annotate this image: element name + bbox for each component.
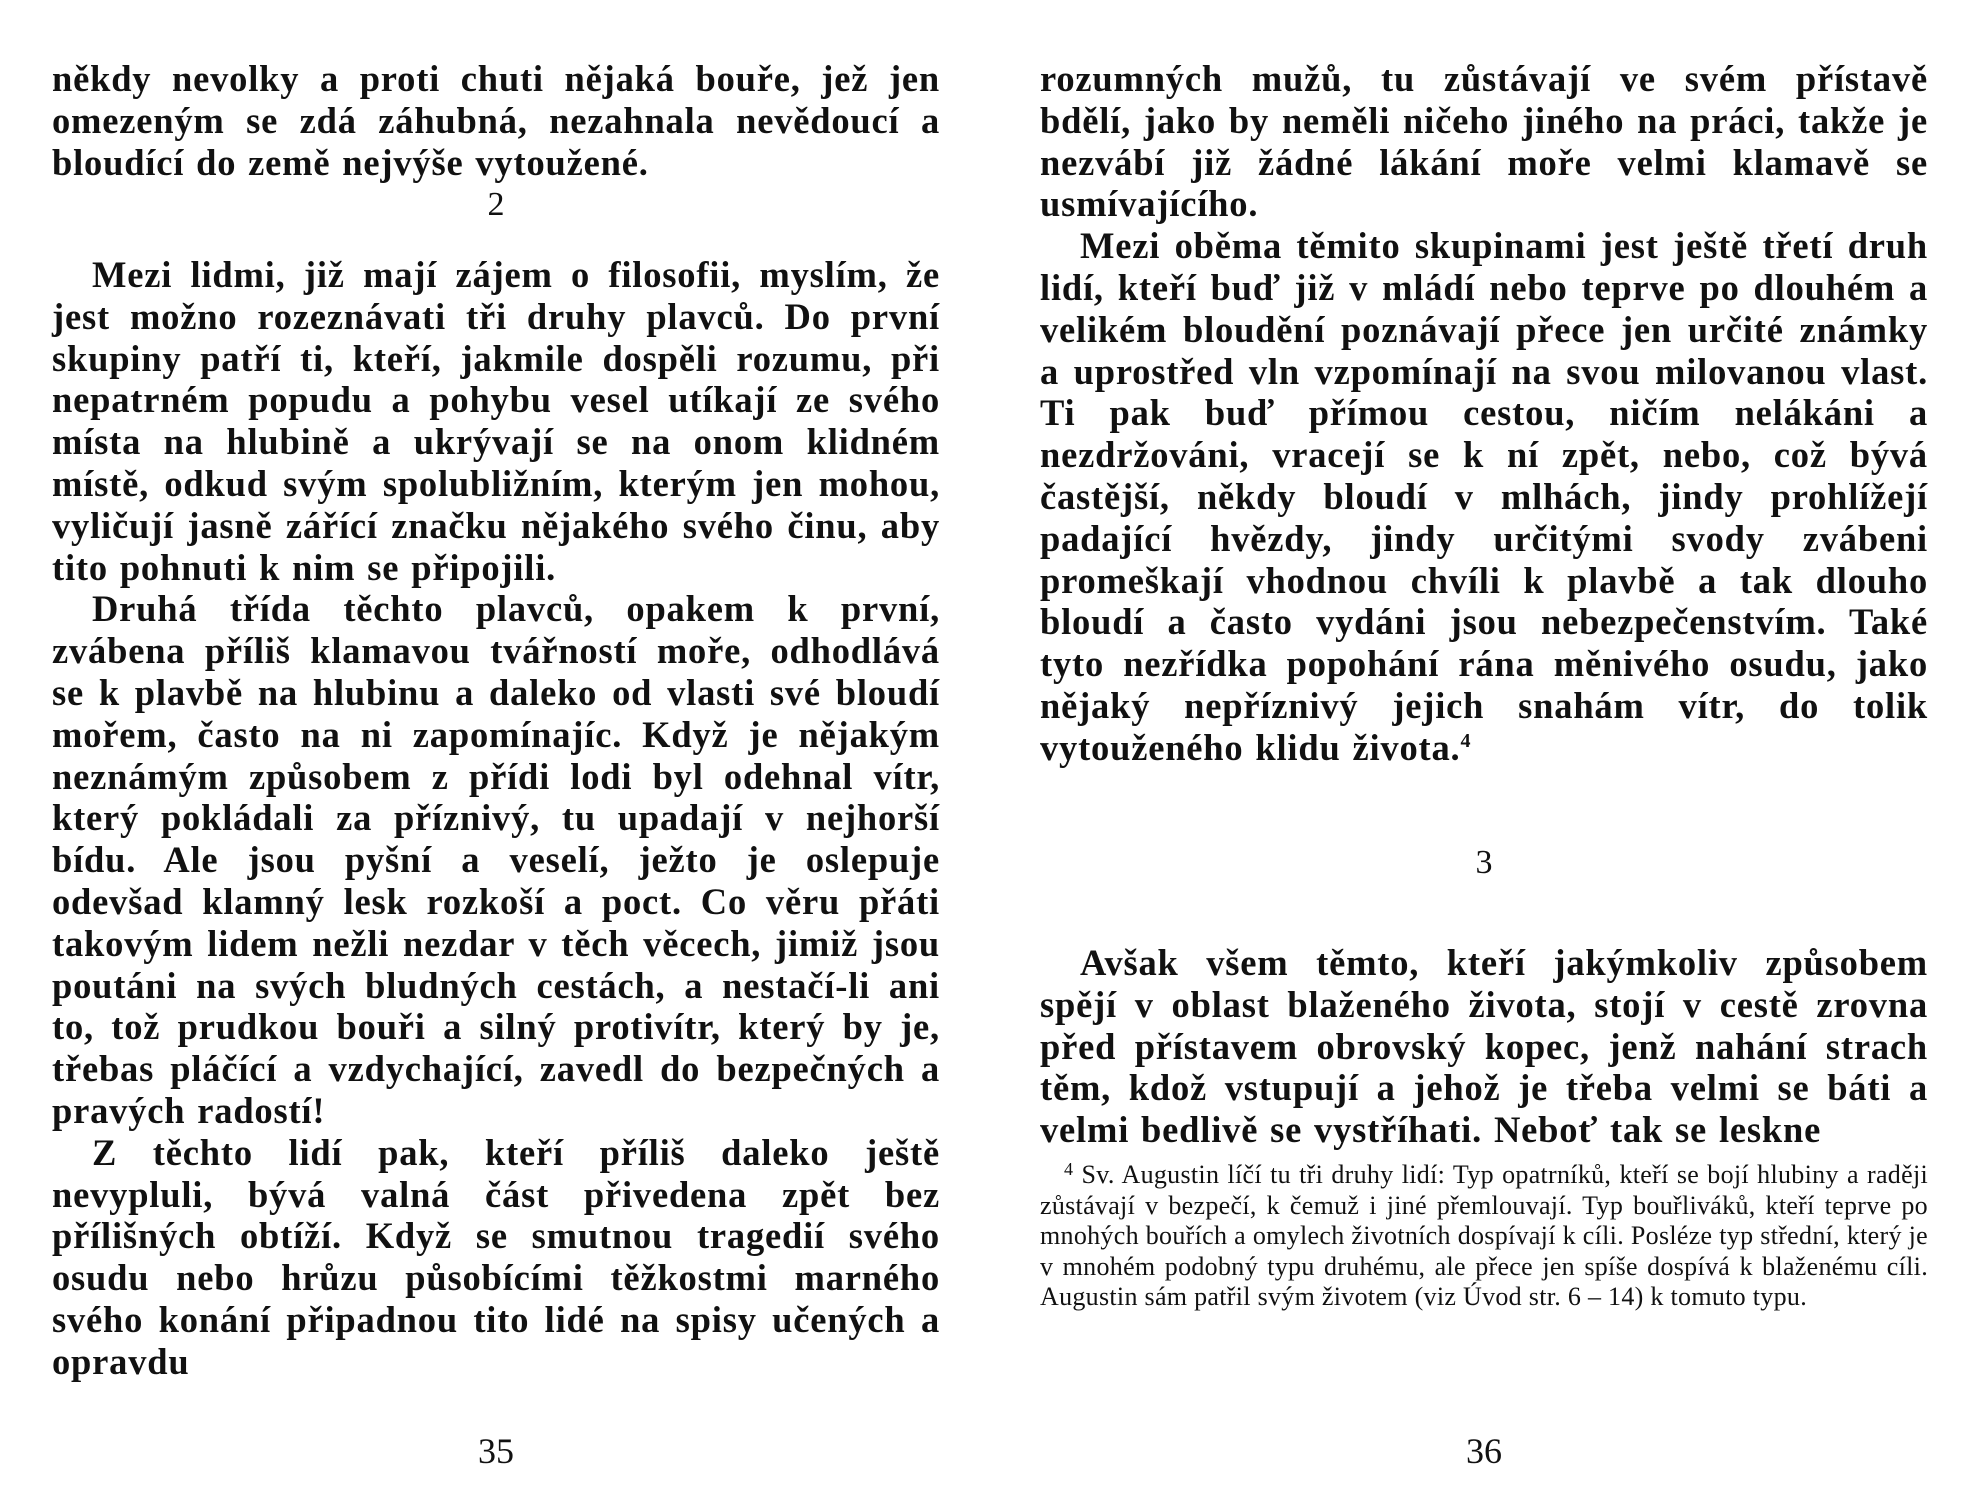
left-opening-paragraph: někdy nevolky a proti chuti nějaká bouře, jež jen omezeným se zdá záhubná, nezahnala nevědoucí a bloudící do země nejvýše vytoužené. [52, 58, 940, 183]
right-middle-text: Mezi oběma těmito skupinami jest ještě třetí druh lidí, kteří buď již v mládí nebo teprve po dlouhém a velikém bloudění poznávají přece jen určité známky a uprostřed vln vzpomínají na svou milovanou vlast. Ti pak buď přímou cestou, ničím nelákáni a nezdržováni, vracejí se k ní zpět, nebo, což bývá častější, někdy bloudí v mlhách, jindy prohlížejí padající hvězdy, jindy určitými svody zvábeni promeškají vhodnou chvíli k plavbě a tak dlouho bloudí a často vydáni jsou nebezpečenstvím. Také tyto nezřídka popohání rána měnivého osudu, jako nějaký nepříznivý jejich snahám vítr, do tolik vytouženého klidu života. [1040, 225, 1928, 768]
left-opening-block [52, 58, 940, 183]
right-page [1040, 0, 1928, 1500]
left-paragraph-2: Druhá třída těchto plavců, opakem k první, zvábena příliš klamavou tvářností moře, odhodlává se k plavbě na hlubinu a daleko od vlasti své bloudí mořem, často na ni zapomínajíc. Když je nějakým neznámým způsobem z přídi lodi byl odehnal vítr, který pokládali za příznivý, tu upadají v nejhorší bídu. Ale jsou pyšní a veselí, ježto je oslepuje odevšad klamný lesk rozkoší a poct. Co věru přáti takovým lidem nežli nezdar v těch věcech, jimiž jsou poutáni na svých bludných cestách, a nestačí-li ani to, tož prudkou bouři a silný protivítr, který by je, třebas pláčící a vzdychající, zavedl do bezpečných a pravých radostí! [52, 588, 940, 1131]
left-page [52, 0, 940, 1500]
left-page-number: 35 [478, 1431, 514, 1471]
right-middle-paragraph [1040, 225, 1928, 768]
footnote-block [1040, 1160, 1928, 1313]
right-top-block [1040, 58, 1928, 769]
left-body-block [52, 254, 940, 1383]
section-number-3: 3 [1475, 844, 1493, 881]
section-number-2: 2 [487, 186, 505, 223]
right-section3-paragraph: Avšak všem těmto, kteří jakýmkoliv způsobem spějí v oblast blaženého života, stojí v cestě zrovna před přístavem obrovský kopec, jenž nahání strach těm, kdož vstupují a jehož je třeba velmi se báti a velmi bedlivě se vystříhati. Neboť tak se leskne [1040, 942, 1928, 1151]
right-opening-paragraph: rozumných mužů, tu zůstávají ve svém přístavě bdělí, jako by neměli ničeho jiného na práci, takže je nezvábí již žádné lákání moře velmi klamavě se usmívajícího. [1040, 58, 1928, 225]
footnote [1040, 1160, 1928, 1313]
footnote-text: Sv. Augustin líčí tu tři druhy lidí: Typ opatrníků, kteří se bojí hlubiny a raději zůstávají v bezpečí, k čemuž i jiné přemlouvají. Typ bouřliváků, kteří teprve po mnohých bouřích a omylech životních dospívají k cíli. Posléze typ střední, který je v mnohém podobný typu druhému, ale přece jen spíše dospívá k blaženému cíli. Augustin sám patřil svým životem (viz Úvod str. 6 – 14) k tomuto typu. [1040, 1160, 1928, 1311]
right-page-number: 36 [1466, 1431, 1502, 1471]
right-section3-block [1040, 942, 1928, 1151]
footnote-reference: 4 [1460, 729, 1472, 752]
footnote-marker: 4 [1064, 1159, 1074, 1179]
left-paragraph-1: Mezi lidmi, již mají zájem o filosofii, myslím, že jest možno rozeznávati tři druhy plavců. Do první skupiny patří ti, kteří, jakmile dospěli rozumu, při nepatrném popudu a pohybu vesel utíkají ze svého místa na hlubině a ukrývají se na onom klidném místě, odkud svým spolubližním, kterým jen mohou, vyličují jasně zářící značku nějakého svého činu, aby tito pohnuti k nim se připojili. [52, 254, 940, 588]
left-paragraph-3: Z těchto lidí pak, kteří příliš daleko ještě nevypluli, bývá valná část přivedena zpět bez přílišných obtíží. Když se smutnou tragedií svého osudu nebo hrůzu působícími těžkostmi marného svého konání připadnou tito lidé na spisy učených a opravdu [52, 1131, 940, 1382]
